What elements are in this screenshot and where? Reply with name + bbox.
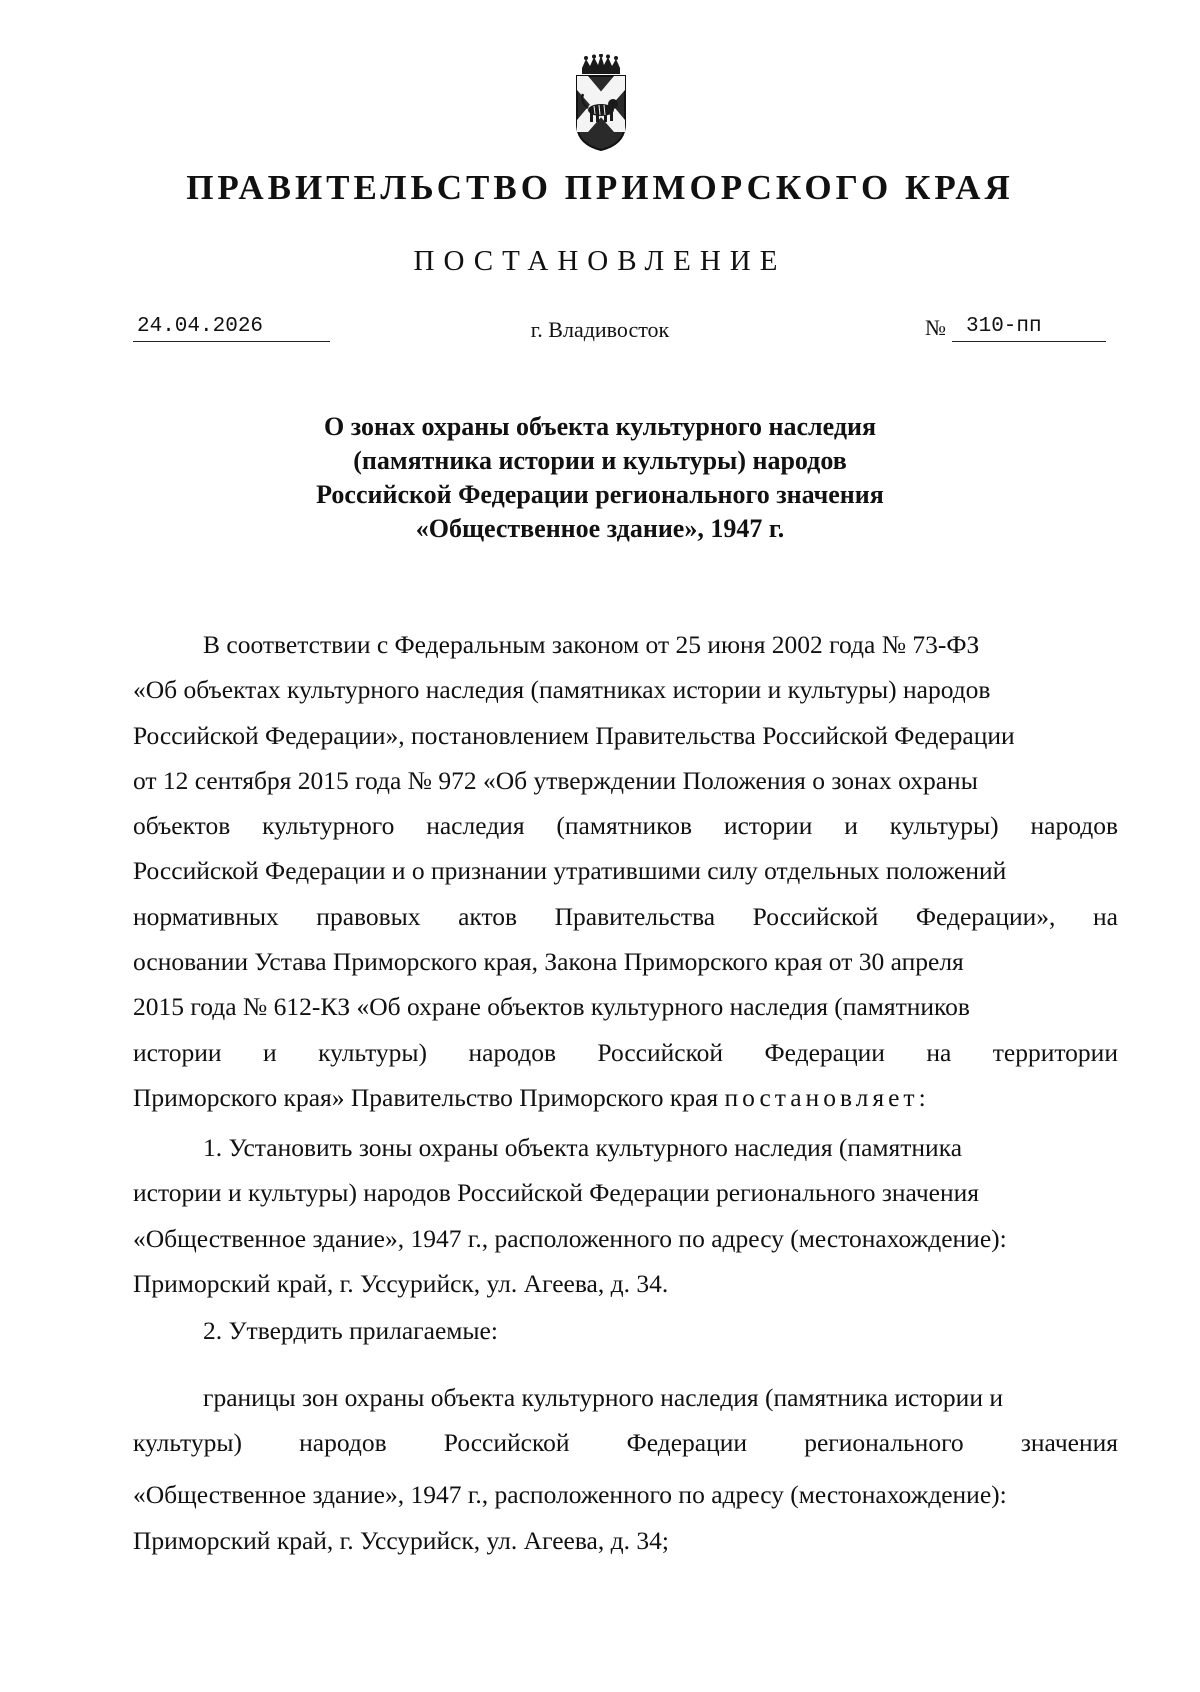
word: (памятников <box>556 811 693 841</box>
word: на <box>926 1037 952 1067</box>
word: Российской <box>597 1037 724 1067</box>
coat-of-arms-icon <box>574 54 628 152</box>
text-line: истории и культуры) народов Российской Федерации регионального значения <box>133 1178 980 1208</box>
word: культуры) <box>889 811 999 841</box>
word: значения <box>1020 1428 1118 1458</box>
word: правовых <box>316 901 421 931</box>
text-line-justified <box>133 1030 1118 1075</box>
word: культуры) <box>133 1428 242 1458</box>
text-line: «Об объектах культурного наследия (памятниках истории и культуры) народов <box>133 675 991 705</box>
body-paragraph-3 <box>133 1308 1118 1353</box>
text-line: 2. Утвердить прилагаемые: <box>203 1316 498 1345</box>
text-line-justified <box>133 894 1118 939</box>
word: истории <box>133 1037 222 1067</box>
document-city: г. Владивосток <box>530 317 670 342</box>
word: на <box>1092 901 1118 931</box>
word: народов <box>468 1037 556 1067</box>
text-line: основании Устава Приморского края, Закона Приморского края от 30 апреля <box>133 947 964 977</box>
word: Правительства <box>554 901 716 931</box>
body-paragraph-1 <box>133 622 1118 1120</box>
government-title: ПРАВИТЕЛЬСТВО ПРИМОРСКОГО КРАЯ <box>186 168 1014 207</box>
word: культуры) <box>318 1037 428 1067</box>
text-line: «Общественное здание», 1947 г., расположенного по адресу (местонахождение): <box>133 1480 1007 1510</box>
body-paragraph-4 <box>133 1375 1118 1563</box>
word: Федерации <box>764 1037 885 1067</box>
text-line: Приморский край, г. Уссурийск, ул. Агеева, д. 34. <box>133 1268 669 1298</box>
body-paragraph-2 <box>133 1125 1118 1306</box>
word: регионального <box>804 1428 964 1458</box>
text-line: 2015 года № 612-КЗ «Об охране объектов культурного наследия (памятников <box>133 992 970 1022</box>
word: и <box>263 1037 277 1067</box>
heading-line: О зонах охраны объекта культурного наследия <box>323 412 877 441</box>
word: наследия <box>426 811 525 841</box>
word: и <box>844 811 858 841</box>
text-line <box>133 1075 1118 1120</box>
heading-line: «Общественное здание», 1947 г. <box>415 514 785 543</box>
text-line: Российской Федерации», постановлением Правительства Российской Федерации <box>133 720 1015 750</box>
word: народов <box>299 1428 387 1458</box>
number-sign: № <box>925 315 946 340</box>
word: актов <box>458 901 518 931</box>
resolution-verb: постановляет: <box>724 1082 930 1112</box>
document-number-block <box>925 313 1106 342</box>
text-fragment: Приморского края» Правительство Приморского края <box>133 1082 725 1112</box>
word: Российской <box>443 1428 570 1458</box>
word: объектов <box>133 811 231 841</box>
word: Российской <box>752 901 879 931</box>
text-line: 1. Установить зоны охраны объекта культурного наследия (памятника <box>203 1133 963 1162</box>
text-line: «Общественное здание», 1947 г., расположенного по адресу (местонахождение): <box>133 1223 1007 1253</box>
word: территории <box>992 1037 1118 1067</box>
text-line: Российской Федерации и о признании утратившими силу отдельных положений <box>133 856 1007 886</box>
word: истории <box>723 811 813 841</box>
heading-line: Российской Федерации регионального значения <box>316 480 884 509</box>
text-line: границы зон охраны объекта культурного наследия (памятника истории и <box>203 1383 1004 1412</box>
heading-line: (памятника истории и культуры) народов <box>353 446 847 475</box>
document-date: 24.04.2026 <box>133 313 330 342</box>
text-line-justified <box>133 1420 1118 1472</box>
text-line: от 12 сентября 2015 года № 972 «Об утверждении Положения о зонах охраны <box>133 765 978 795</box>
document-type: ПОСТАНОВЛЕНИЕ <box>413 245 787 277</box>
word: культурного <box>262 811 395 841</box>
word: Федерации», <box>915 901 1056 931</box>
word: нормативных <box>133 901 279 931</box>
text-line: Приморский край, г. Уссурийск, ул. Агеева, д. 34; <box>133 1525 669 1555</box>
word: народов <box>1030 811 1118 841</box>
text-line: В соответствии с Федеральным законом от 25 июня 2002 года № 73-ФЗ <box>203 630 980 659</box>
document-number: 310-пп <box>952 313 1106 342</box>
text-line-justified <box>133 803 1118 848</box>
document-heading <box>0 410 1200 546</box>
word: Федерации <box>626 1428 748 1458</box>
